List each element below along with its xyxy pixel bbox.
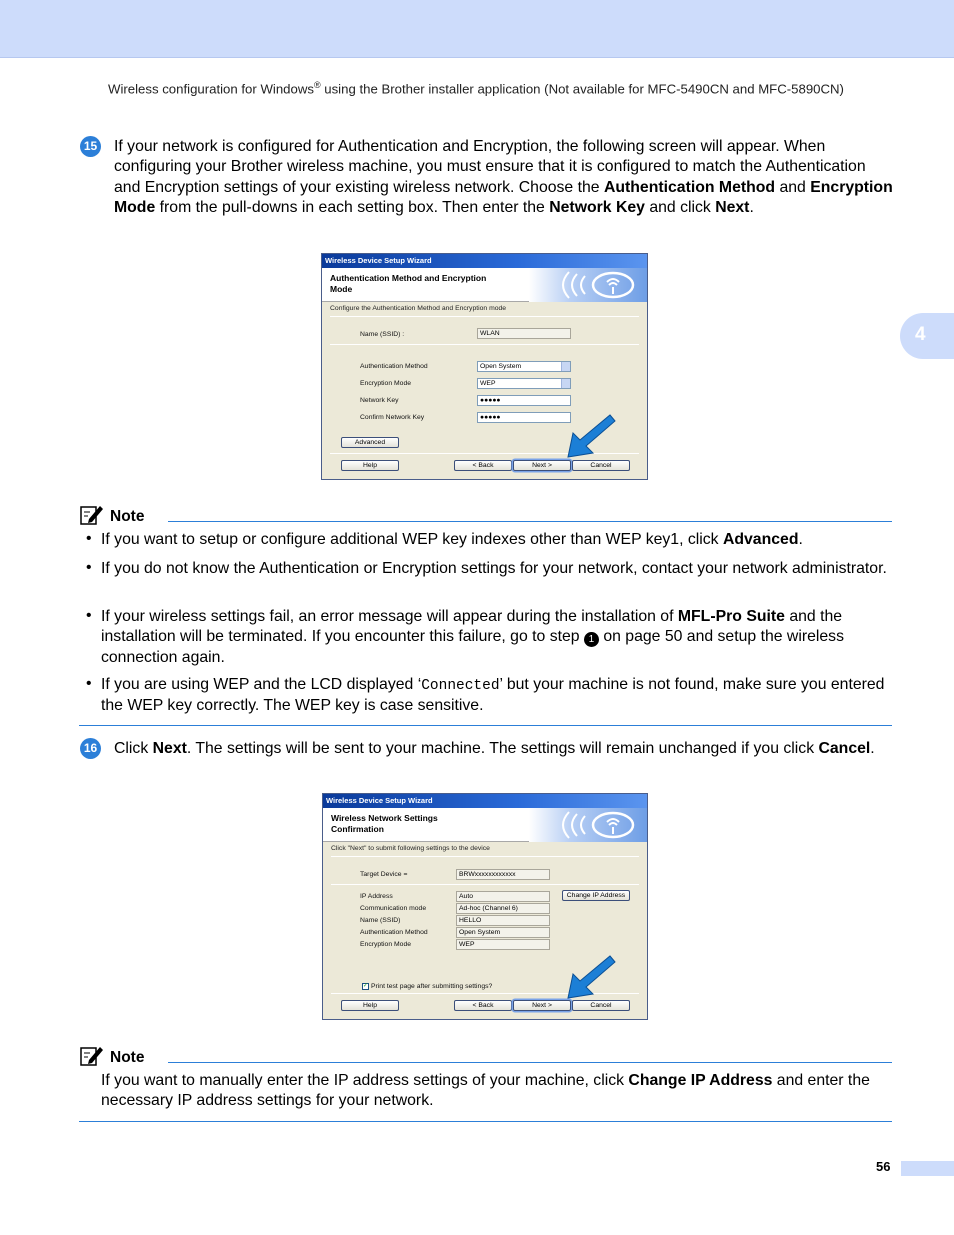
bullet-icon: • [86, 530, 92, 547]
chapter-tab: 4 [900, 313, 954, 359]
bullet-icon: • [86, 607, 92, 624]
target-device-label: Target Device = [360, 871, 408, 878]
step-16-text: Click Next. The settings will be sent to your machine. The settings will remain unchanged if you click Cancel. [114, 740, 875, 757]
help-button[interactable]: Help [341, 460, 399, 471]
communication-mode-field: Ad-hoc (Channel 6) [456, 903, 550, 914]
auth-method-select[interactable]: Open System [477, 361, 571, 372]
dialog-heading: Authentication Method and Encryption Mode [330, 273, 487, 294]
confirm-key-label: Confirm Network Key [360, 414, 425, 421]
ip-address-field: Auto [456, 891, 550, 902]
note-bullet-4: If you are using WEP and the LCD displayed ‘Connected’ but your machine is not found, make sure you entered the WEP key correctly. The WEP key is case sensitive. [101, 676, 885, 715]
note-rule [168, 521, 892, 522]
ssid-field: WLAN [477, 328, 571, 339]
change-ip-address-button[interactable]: Change IP Address [562, 890, 630, 901]
dialog-header [322, 268, 647, 302]
chevron-down-icon[interactable] [561, 379, 570, 388]
page-number: 56 [876, 1159, 891, 1174]
ssid-label: Name (SSID) [360, 917, 401, 924]
target-device-field: BRWxxxxxxxxxxxx [456, 869, 550, 880]
ssid-field: HELLO [456, 915, 550, 926]
dialog-subtitle: Click "Next" to submit following settings to the device [331, 845, 490, 852]
encryption-mode-field: WEP [456, 939, 550, 950]
network-key-input[interactable]: ●●●●● [477, 395, 571, 406]
ip-address-label: IP Address [360, 893, 393, 900]
print-test-page-label: Print test page after submitting settings? [371, 983, 493, 990]
help-button[interactable]: Help [341, 1000, 399, 1011]
note-bullet-3: If your wireless settings fail, an error message will appear during the installation of MFL-Pro Suite and the installation will be terminated. If you encounter this failure, go to step 1 on page 50 and setup the wireless connection again. [101, 608, 844, 666]
communication-mode-label: Communication mode [360, 905, 427, 912]
cancel-button[interactable]: Cancel [572, 460, 630, 471]
next-button[interactable]: Next > [513, 460, 571, 471]
note-bullet-1: If you want to setup or configure additional WEP key indexes other than WEP key1, click Advanced. [101, 531, 803, 548]
auth-method-label: Authentication Method [360, 929, 428, 936]
note-title: Note [110, 1049, 145, 1066]
note-end-rule [79, 725, 892, 726]
auth-method-label: Authentication Method [360, 363, 428, 370]
running-header: Wireless configuration for Windows® using the Brother installer application (Not available for MFC-5490CN and MFC-5890CN) [108, 80, 844, 97]
pointer-arrow-icon [566, 954, 616, 1000]
note-title: Note [110, 508, 145, 525]
ssid-label: Name (SSID) : [360, 331, 405, 338]
bullet-icon: • [86, 559, 92, 576]
dialog-subtitle: Configure the Authentication Method and Encryption mode [330, 305, 507, 312]
back-button[interactable]: < Back [454, 460, 512, 471]
wireless-logo-icon [529, 268, 647, 302]
chevron-down-icon[interactable] [561, 362, 570, 371]
dialog-title-bar: Wireless Device Setup Wizard [323, 794, 647, 808]
dialog-header [323, 808, 647, 842]
step-1-badge: 1 [584, 632, 599, 647]
auth-method-field: Open System [456, 927, 550, 938]
dialog-title-bar: Wireless Device Setup Wizard [322, 254, 647, 268]
note-bullet-2: If you do not know the Authentication or Encryption settings for your network, contact your network administrator. [101, 560, 887, 577]
print-test-page-checkbox[interactable]: ✓ [363, 983, 369, 989]
bullet-icon: • [86, 675, 92, 692]
next-button[interactable]: Next > [513, 1000, 571, 1011]
note-pencil-icon [80, 504, 104, 526]
encryption-mode-label: Encryption Mode [360, 380, 412, 387]
dialog-heading: Wireless Network Settings Confirmation [331, 813, 438, 834]
cancel-button[interactable]: Cancel [572, 1000, 630, 1011]
back-button[interactable]: < Back [454, 1000, 512, 1011]
pointer-arrow-icon [566, 413, 616, 459]
note-end-rule [79, 1121, 892, 1122]
step-15-badge: 15 [80, 136, 101, 157]
top-band [0, 0, 954, 58]
note-rule [168, 1062, 892, 1063]
divider [330, 344, 639, 345]
encryption-mode-label: Encryption Mode [360, 941, 412, 948]
advanced-button[interactable]: Advanced [341, 437, 399, 448]
divider [331, 856, 639, 857]
page-tab [901, 1161, 954, 1176]
note-2-text: If you want to manually enter the IP address settings of your machine, click Change IP Address and enter the necessary IP address settings for your network. [101, 1072, 870, 1110]
confirm-key-input[interactable]: ●●●●● [477, 412, 571, 423]
network-key-label: Network Key [360, 397, 399, 404]
divider [330, 316, 639, 317]
wireless-logo-icon [529, 808, 647, 842]
step-15-text: If your network is configured for Authentication and Encryption, the following screen will appear. When configuring your Brother wireless machine, you must ensure that it is configured to match the Authentication and Encryption settings of your existing wireless network. Choose the Authentication Method and Encryption Mode from the pull-downs in each setting box. Then enter the Network Key and click Next. [114, 138, 893, 216]
note-pencil-icon [80, 1045, 104, 1067]
step-16-badge: 16 [80, 738, 101, 759]
encryption-mode-select[interactable]: WEP [477, 378, 571, 389]
divider [331, 884, 639, 885]
